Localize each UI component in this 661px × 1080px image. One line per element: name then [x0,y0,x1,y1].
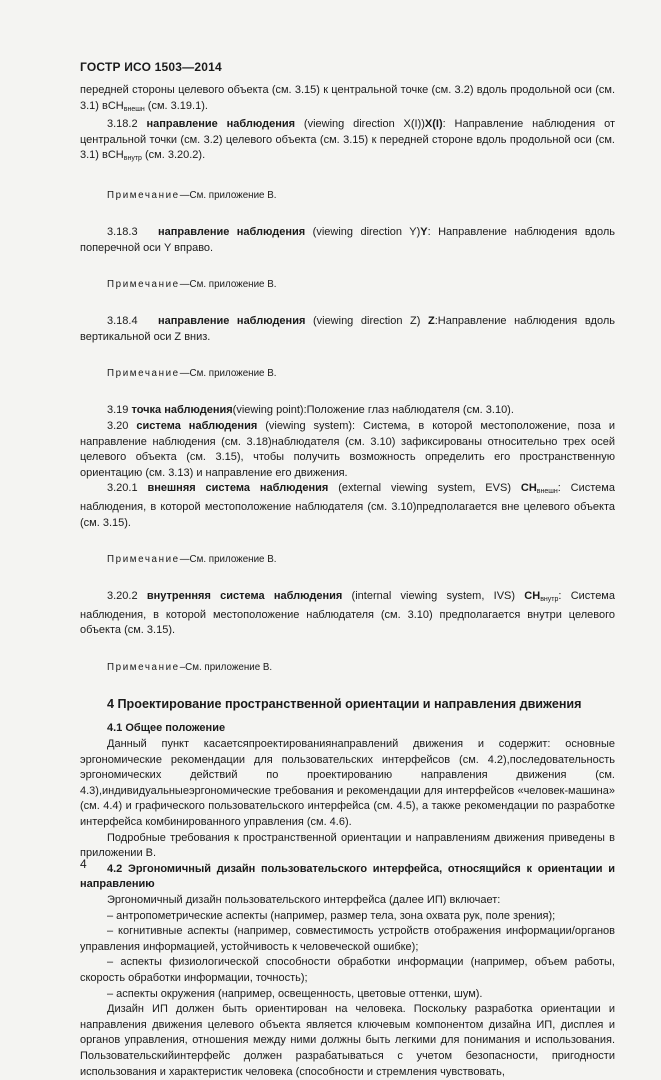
term-3-20-1: 3.20.1 внешняя система наблюдения (external viewing system, EVS) $СН_{внешн}$: Система наблюдения, в которой местоположение наблюдателя (см. 3.10)предполагается вне целевого объекта (см. 3.15). [80,482,615,529]
section-heading-4: 4 Проектирование пространственной ориентации и направления движения [107,696,582,711]
note: Примечание—См. приложение В. [107,368,277,380]
paragraph: Эргономичный дизайн пользовательского интерфейса (далее ИП) включает: [107,894,501,906]
term-3-20: 3.20 система наблюдения (viewing system): Система, в которой местоположение, поза и направление наблюдения (см. 3.18)наблюдателя (см. 3.10) зафиксированы относительно трех осей целевого объекта (см. 3.15), чтобы получить возможность определить его пространственную ориентацию (см. 3.13) и направление его движения. [80,419,616,479]
note: Примечание—См. приложение В. [107,279,277,291]
term-3-19: 3.19 точка наблюдения(viewing point):Положение глаз наблюдателя (см. 3.10). [107,404,514,417]
note: Примечание—См. приложение В. [107,189,277,201]
paragraph: Дизайн ИП должен быть ориентирован на человека. Поскольку разработка ориентации и направления движения целевого объекта является ключевым компонентом дизайна ИП, дисплея и органов управления, отношения между ними должны быть легкими для понимания и использования. Пользовательскийинтерфейс должен разрабатываться с учетом безопасности, пригодности использования и характеристик человека (способности и стремления чувствовать, [80,1003,615,1078]
list-item: – аспекты окружения (например, освещенность, цветовые оттенки, шум). [107,987,483,1000]
paragraph-continuation: передней стороны целевого объекта (см. 3.15) к центральной точке (см. 3.2) вдоль продольной оси (см. 3.1) вСН$_{внешн}$ (см. 3.19.1). [80,84,615,113]
note: Примечание–См. приложение В. [107,661,273,673]
paragraph: Подробные требования к пространственной ориентации и направлениям движения приведены в приложении В. [80,831,615,860]
list-item: – антропометрические аспекты (например, размер тела, зона охвата рук, поле зрения); [107,909,556,922]
note: Примечание—См. приложение В. [107,554,277,566]
term-3-18-4: 3.18.4 направление наблюдения (viewing direction Z) Z:Направление наблюдения вдоль вертикальной оси Z вниз. [80,315,615,343]
document-header: ГОСТР ИСО 1503—2014 [80,60,222,74]
list-item: – аспекты физиологической способности обработки информации (например, объем работы, скорость обработки информации, точность); [80,956,615,984]
list-item: – когнитивные аспекты (например, совместимость устройств отображения информации/органов управления информацией, устойчивость к человеческой ошибке); [80,925,615,953]
term-3-18-2: 3.18.2 направление наблюдения (viewing direction X(I))X(I): Направление наблюдения от центральной точки (см. 3.2) целевого объекта (см. 3.15) к передней стороне вдоль продольной оси (см. 3.1) вСН$_{внутр}$ (см. 3.20.2). [80,118,615,163]
subsection-heading-4-2: 4.2 Эргономичный дизайн пользовательского интерфейса, относящийся к ориентации и направлению [80,862,615,891]
term-3-18-3: 3.18.3 направление наблюдения (viewing direction Y)Y: Направление наблюдения вдоль поперечной оси Y вправо. [80,225,615,254]
term-3-20-2: 3.20.2 внутренняя система наблюдения (internal viewing system, IVS) $СН_{внутр}$: Система наблюдения, в которой местоположение наблюдателя (см. 3.10) предполагается внутри целевого объекта (см. 3.15). [80,590,615,637]
subsection-heading-4-1: 4.1 Общее положение [107,722,226,735]
page-number: 4 [80,857,87,871]
paragraph: Данный пункт касаетсяпроектированиянаправлений движения и содержит: основные эргономические рекомендации для пользовательских интерфейсов (см. 4.2),последовательность эргономических действий по проектированию направления движения (см. 4.3),индивидуальныеэргономические требования и рекомендации для интерфейсов «человек-машина» (см. 4.4) и графического пользовательского интерфейса (см. 4.5), а также рекомендации по разработке интерфейса комбинированного управления (см. 4.6). [80,738,615,829]
